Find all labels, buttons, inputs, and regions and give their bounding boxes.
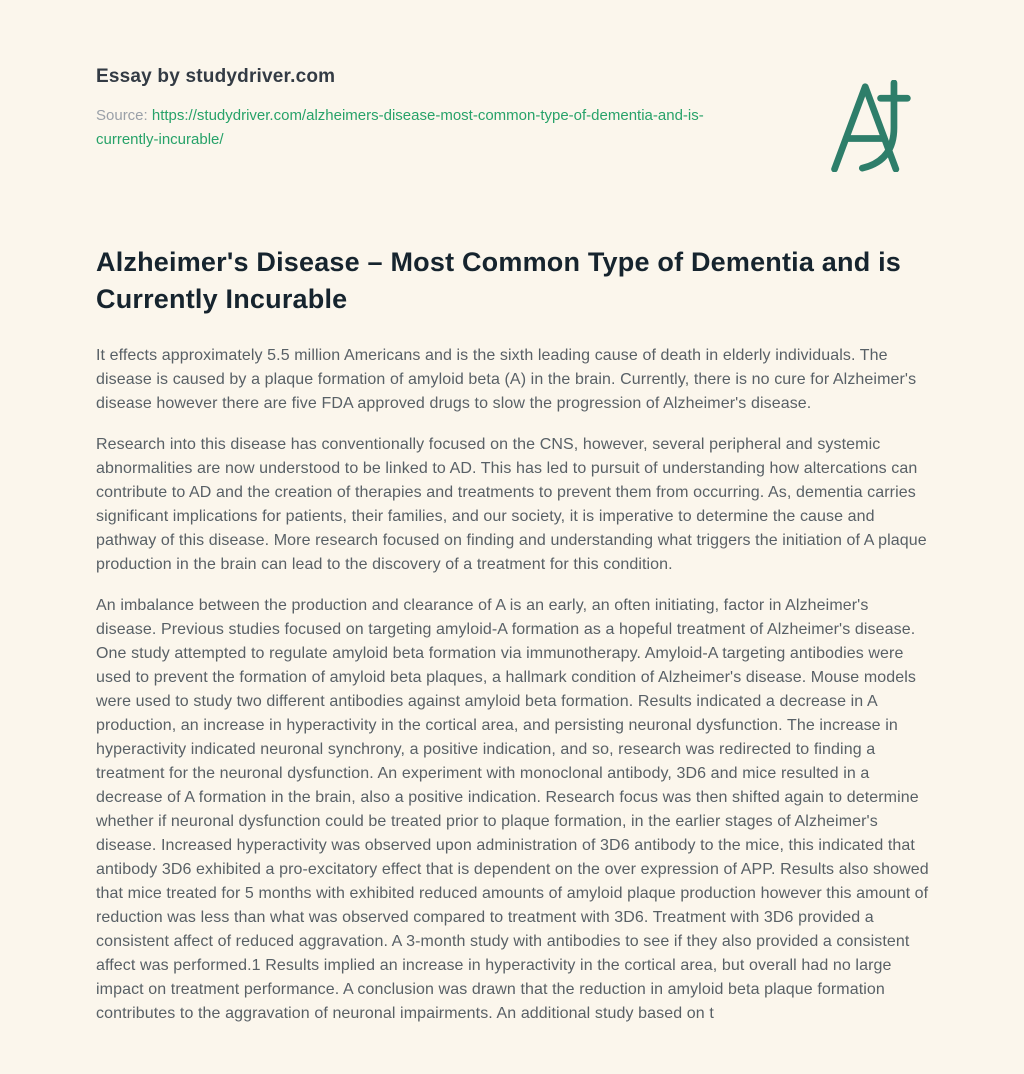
essay-byline: Essay by studydriver.com xyxy=(96,66,336,87)
essay-body xyxy=(96,344,930,1026)
studydriver-monogram-icon xyxy=(822,80,918,172)
studydriver-logo[interactable] xyxy=(822,80,918,172)
essay-paragraph: It effects approximately 5.5 million Americans and is the sixth leading cause of death in elderly individuals. The disease is caused by a plaque formation of amyloid beta (A) in the brain. Currently, there is no cure for Alzheimer's disease however there are five FDA approved drugs to slow the progression of Alzheimer's disease. xyxy=(96,347,917,412)
source-block xyxy=(96,104,741,152)
essay-paragraph: Research into this disease has conventionally focused on the CNS, however, several peripheral and systemic abnormalities are now understood to be linked to AD. This has led to pursuit of understanding how altercations can contribute to AD and the creation of therapies and treatments to prevent them from occurring. As, dementia carries significant implications for patients, their families, and our society, it is imperative to determine the cause and pathway of this disease. More research focused on finding and understanding what triggers the initiation of A plaque production in the brain can lead to the discovery of a treatment for this condition. xyxy=(96,436,927,573)
essay-paragraph: An imbalance between the production and clearance of A is an early, an often initiating, factor in Alzheimer's disease. Previous studies focused on targeting amyloid-A formation as a hopeful treatment of Alzheimer's disease. One study attempted to regulate amyloid beta formation via immunotherapy. Amyloid-A targeting antibodies were used to prevent the formation of amyloid beta plaques, a hallmark condition of Alzheimer's disease. Mouse models were used to study two different antibodies against amyloid beta formation. Results indicated a decrease in A production, an increase in hyperactivity in the cortical area, and persisting neuronal dysfunction. The increase in hyperactivity indicated neuronal synchrony, a positive indication, and so, research was redirected to finding a treatment for the neuronal dysfunction. An experiment with monoclonal antibody, 3D6 and mice resulted in a decrease of A formation in the brain, also a positive indication. Research focus was then shifted again to determine whether if neuronal dysfunction could be treated prior to plaque formation, in the earlier stages of Alzheimer's disease. Increased hyperactivity was observed upon administration of 3D6 antibody to the mice, this indicated that antibody 3D6 exhibited a pro-excitatory effect that is dependent on the over expression of APP. Results also showed that mice treated for 5 months with exhibited reduced amounts of amyloid plaque production however this amount of reduction was less than what was observed compared to treatment with 3D6. Treatment with 3D6 provided a consistent affect of reduced aggravation. A 3-month study with antibodies to see if they also provided a consistent affect was performed.1 Results implied an increase in hyperactivity in the cortical area, but overall had no large impact on treatment performance. A conclusion was drawn that the reduction in amyloid beta plaque formation contributes to the aggravation of neuronal impairments. An additional study based on t xyxy=(96,597,929,1022)
source-url-link[interactable]: https://studydriver.com/alzheimers-disease-most-common-type-of-dementia-and-is-currently-incurable/ xyxy=(96,107,704,148)
essay-title: Alzheimer's Disease – Most Common Type of Dementia and is Currently Incurable xyxy=(96,247,902,314)
source-label: Source: xyxy=(96,107,148,124)
